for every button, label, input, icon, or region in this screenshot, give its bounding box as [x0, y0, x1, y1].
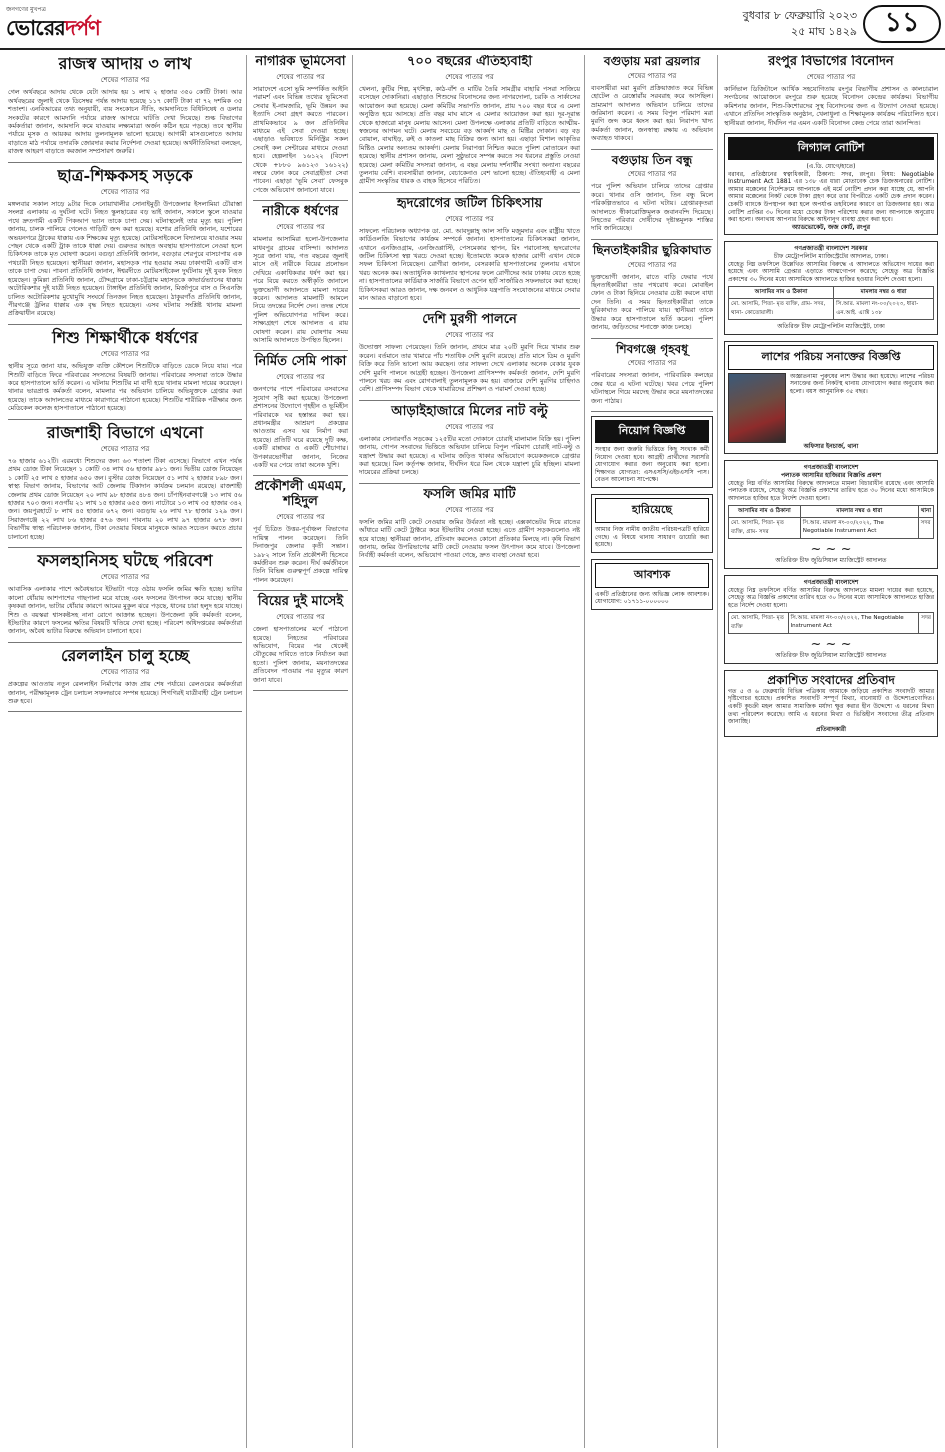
- date-bengali: ২৫ মাঘ ১৪২৯: [791, 25, 857, 38]
- page-number: ১১: [863, 5, 941, 43]
- story-continuation: শেষের পাতার পর: [100, 573, 150, 582]
- story-article[interactable]: [359, 55, 580, 186]
- story-continuation: শেষের পাতার পর: [445, 331, 494, 340]
- story-divider: [359, 483, 580, 484]
- story-headline: ছাত্র-শিক্ষকসহ সড়কে: [57, 165, 193, 185]
- story-headline: প্রকৌশলী এমএম, শহিদুল: [254, 479, 347, 510]
- table-header: থানা: [918, 506, 933, 518]
- court-notice-2-title: গণপ্রজাতন্ত্রী বাংলাদেশ: [803, 464, 859, 472]
- story-headline: বগুড়ায় তিন বন্ধু: [611, 152, 693, 167]
- story-body: পরিবারের সদস্যরা জানান, পারিবারিক কলহের জের ধরে এ ঘটনা ঘটেছে। খবর পেয়ে পুলিশ ঘটনাস্থলে গিয়ে মরদেহ উদ্ধার করে ময়নাতদন্তের জন্য পাঠায়।: [591, 371, 713, 405]
- legal-notice-body: বরাবর, প্রতিষ্ঠানের স্বত্বাধিকারী, ঠিকানা: সদর, রংপুর। বিষয়: Negotiable Instrument Act 1881 এর ১৩৮ এর ধারা মোতাবেক চেক ডিজঅনারের নোটিশ। আমার মক্কেলের নির্দেশক্রমে আপনাকে এই মর্মে নোটিশ প্রদান করা যাচ্ছে যে, আপনি আমার মক্কেলের নিকট থেকে টাকা গ্রহণ করে তার বিপরীতে একটি চেক প্রদান করেন। চেকটি ব্যাংকে উপস্থাপন করা হলে অপর্যাপ্ত তহবিলের কারণে তা ডিজঅনার হয়। অত্র নোটিশ প্রাপ্তির ৩০ দিনের মধ্যে চেকের টাকা পরিশোধ করার জন্য আপনাকে অনুরোধ করা হলো। অন্যথায় আপনার বিরুদ্ধে আইনানুগ ব্যবস্থা গ্রহণ করা হবে।: [728, 170, 934, 224]
- court-notice-2-sign: অতিরিক্ত চীফ জুডিসিয়াল ম্যাজিস্ট্রেট আদালত: [775, 557, 887, 565]
- story-headline: ছিনতাইকারীর ছুরিকাঘাত: [592, 242, 712, 257]
- story-headline: ৭০০ বছরের ঐতিহ্যবাহী: [406, 55, 533, 69]
- story-divider: [591, 338, 713, 339]
- story-continuation: শেষের পাতার পর: [276, 373, 325, 382]
- story-divider: [8, 419, 242, 420]
- court-notice-1-title: গণপ্রজাতন্ত্রী বাংলাদেশ সরকার: [794, 245, 868, 253]
- story-headline: নাগরিক ভূমিসেবা: [255, 55, 346, 69]
- logo-name-part1: ভোরের: [6, 15, 65, 40]
- court-notice-2[interactable]: [724, 460, 938, 569]
- story-divider: [253, 350, 348, 351]
- story-continuation: শেষের পাতার পর: [276, 613, 325, 622]
- logo-name: [6, 15, 114, 41]
- story-headline: শিশু শিক্ষার্থীকে ধর্ষণের: [52, 327, 198, 347]
- story-body: এলাকার সোনারগাঁও সড়কের ১২৫টির মতো দোকানে চোরাই মালামাল বিক্রি হয়। পুলিশ জানায়, গোপন সংবাদের ভিত্তিতে অভিযান চালিয়ে বিপুল পরিমাণ চোরাই নাট-বল্টু ও যন্ত্রাংশ উদ্ধার করা হয়েছে। এ ঘটনায় জড়িত থাকার অভিযোগে কয়েকজনকে গ্রেপ্তার করা হয়েছে। মিল কর্তৃপক্ষ জানায়, দীর্ঘদিন ধরে মিল থেকে যন্ত্রাংশ চুরি হচ্ছিল। মামলা দায়েরের প্রক্রিয়া চলছে।: [359, 434, 580, 477]
- story-article[interactable]: [359, 405, 580, 477]
- story-headline: ফসলহানিসহ ঘটছে পরিবেশ: [37, 551, 213, 570]
- story-continuation: শেষের পাতার পর: [100, 668, 150, 677]
- court-notice-1-table: [728, 286, 934, 320]
- story-headline: নির্মিত সেমি পাকা: [254, 354, 347, 370]
- court-notice-3-sign: অতিরিক্ত চীফ জুডিসিয়াল ম্যাজিস্ট্রেট আদালত: [775, 652, 887, 660]
- rebuttal-sign: প্রতিবাদকারী: [816, 725, 846, 733]
- story-continuation: শেষের পাতার পর: [627, 170, 677, 179]
- story-divider: [359, 400, 580, 401]
- signature-image: ~ ~ ~: [810, 637, 852, 653]
- column-3: [355, 55, 585, 1448]
- wanted-ad-body: একটি প্রতিষ্ঠানের জন্য অভিজ্ঞ লোক আবশ্যক। যোগাযোগ: ০১৭১১-০০০০০০: [595, 590, 709, 606]
- deceased-photo: [728, 373, 786, 443]
- wanted-ad-title: আবশ্যক: [595, 563, 709, 588]
- story-headline: বিয়ের দুই মাসেই: [257, 594, 344, 610]
- story-article[interactable]: [591, 343, 713, 405]
- story-article[interactable]: [253, 595, 348, 684]
- story-article[interactable]: [8, 329, 242, 413]
- table-header: আসামির নাম ও ঠিকানা: [729, 287, 834, 299]
- story-divider: [359, 308, 580, 309]
- story-article[interactable]: [359, 313, 580, 393]
- story-headline: রাজশাহী বিভাগে এখনো: [46, 422, 204, 442]
- lost-ad[interactable]: [591, 494, 713, 553]
- legal-notice-title: লিগ্যাল নোটিশ: [728, 137, 934, 160]
- story-divider: [253, 200, 348, 201]
- story-continuation: শেষের পাতার পর: [445, 505, 494, 514]
- story-continuation: শেষের পাতার পর: [100, 188, 150, 197]
- table-cell: সি.আর. মামলা নং-০০/২০২২, The Negotiable Instrument Act: [800, 518, 918, 539]
- story-continuation: শেষের পাতার পর: [806, 72, 856, 81]
- story-body: খেলনা, কুটির শিল্প, মৃৎশিল্প, কাঠ-বাঁশ ও মাটির তৈরি সামগ্রীর বাহারি পসরা সাজিয়ে বসেছেন দোকানিরা। এছাড়াও শিশুদের বিনোদনের জন্য নাগরদোলা, চরকি ও সার্কাসের আয়োজন করা হয়েছে। মেলা কমিটির সভাপতি জানান, প্রায় ৭০০ বছর ধরে এ মেলা অনুষ্ঠিত হয়ে আসছে। প্রতি বছর মাঘ মাসে এ মেলার আয়োজন করা হয়। দূর-দূরান্ত থেকে হাজারো মানুষ মেলায় আসেন। মেলা উপলক্ষে এলাকার প্রতিটি বাড়িতে আত্মীয়-স্বজনের আগমন ঘটে। মেলায় সবচেয়ে বড় আকর্ষণ মাছ ও মিষ্টির দোকান। বড় বড় বোয়াল, বাঘাইড়, রুই ও কাতলা মাছ বিক্রির জন্য আনা হয়। এছাড়া বিশাল আকৃতির মিষ্টিও মেলার অন্যতম আকর্ষণ। মেলায় নিরাপত্তা নিশ্চিত করতে পুলিশ মোতায়েন করা হয়েছে। স্থানীয় প্রশাসন জানায়, মেলা সুষ্ঠুভাবে সম্পন্ন করতে সব ধরনের প্রস্তুতি নেওয়া হয়েছে। মেলা কমিটির সদস্যরা জানান, এ বছর মেলায় দর্শনার্থীর সংখ্যা অন্যান্য বছরের তুলনায় বেশি। ব্যবসায়ীরা জানান, বেচাকেনাও বেশ ভালো হচ্ছে। ঐতিহ্যবাহী এ মেলা গ্রামীণ সংস্কৃতির ধারক ও বাহক হিসেবে পরিচিত।: [359, 84, 580, 186]
- story-body: স্থানীয় সূত্রে জানা যায়, অভিযুক্ত ব্যক্তি কৌশলে শিশুটিকে বাড়িতে ডেকে নিয়ে যায়। পরে শিশুটি বাড়িতে ফিরে পরিবারের সদস্যদের বিষয়টি জানায়। পরিবারের সদস্যরা তাকে উদ্ধার করে হাসপাতালে ভর্তি করেন। এ ঘটনায় শিশুটির মা বাদী হয়ে থানায় মামলা দায়ের করেছেন। থানার ভারপ্রাপ্ত কর্মকর্তা বলেন, মামলার পর অভিযান চালিয়ে অভিযুক্তকে গ্রেপ্তার করা হয়েছে। তাকে আদালতের মাধ্যমে কারাগারে পাঠানো হয়েছে। শিশুটির শারীরিক পরীক্ষার জন্য মেডিকেল কলেজ হাসপাতালে পাঠানো হয়েছে।: [8, 362, 242, 413]
- column-2: [249, 55, 353, 1448]
- story-continuation: শেষের পাতার পর: [445, 422, 494, 431]
- rebuttal-title: প্রকাশিত সংবাদের প্রতিবাদ: [767, 673, 895, 687]
- rebuttal-body: গত ৫ ও ৬ ফেব্রুয়ারি বিভিন্ন পত্রিকায় আমাকে জড়িয়ে প্রকাশিত সংবাদটি আমার দৃষ্টিগোচর হয়েছে। প্রকাশিত সংবাদটি সম্পূর্ণ মিথ্যা, বানোয়াট ও উদ্দেশ্যপ্রণোদিত। একটি কুচক্রী মহল আমার সামাজিক মর্যাদা ক্ষুণ্ণ করার হীন উদ্দেশ্যে এ ধরনের মিথ্যা তথ্য পরিবেশন করেছে। আমি এ ধরনের মিথ্যা ও ভিত্তিহীন সংবাদের তীব্র প্রতিবাদ জানাচ্ছি।: [728, 687, 934, 726]
- court-notice-1-sign: অতিরিক্ত চীফ মেট্রোপলিটন ম্যাজিস্ট্রেট, ঢাকা: [777, 323, 885, 331]
- story-body: ফসলি জমির মাটি কেটে নেওয়ায় জমির উর্বরতা নষ্ট হচ্ছে। এক্সকাভেটর দিয়ে রাতের আঁধারে মাটি কেটে ট্রাক্টরে করে ইটভাটায় নেওয়া হচ্ছে। এতে গ্রামীণ সড়কগুলোও নষ্ট হয়ে যাচ্ছে। স্থানীয়রা জানান, প্রতিবাদ করলেও কোনো প্রতিকার মিলছে না। কৃষি বিভাগ জানায়, জমির উপরিভাগের মাটি কেটে নেওয়ায় ফসল উৎপাদন কমে যাবে। উপজেলা নির্বাহী কর্মকর্তা বলেন, অভিযোগ পাওয়া গেছে, দ্রুত ব্যবস্থা নেওয়া হবে।: [359, 517, 580, 560]
- table-header: মামলার নম্বর ও ধারা: [800, 506, 918, 518]
- story-body: মঙ্গলবার সকাল সাড়ে ৯টার দিকে নোয়াখালীর সোনাইমুড়ী উপজেলার ইসলামিয়া চৌরাস্তা সংলগ্ন এলাকায় এ দুর্ঘটনা ঘটে। নিহত স্কুলছাত্রের বড় ভাই জানান, সকালে স্কুলে যাওয়ার পথে দ্রুতগামী একটি পিকআপ ভ্যান তাকে চাপা দেয়। ঘটনাস্থলেই তার মৃত্যু হয়। পুলিশ জানায়, চালক পালিয়ে গেলেও গাড়িটি জব্দ করা হয়েছে। যশোর প্রতিনিধি জানান, যশোরের অভয়নগরে ট্রাকের ধাক্কায় এক শিক্ষকের মৃত্যু হয়েছে। মোটরসাইকেলে বিদ্যালয়ে যাওয়ার সময় পেছন থেকে একটি ট্রাক তাকে ধাক্কা দেয়। গুরুতর আহত অবস্থায় হাসপাতালে নেওয়া হলে চিকিৎসক তাকে মৃত ঘোষণা করেন। বগুড়া প্রতিনিধি জানান, বগুড়ার শেরপুরে বাসচাপায় এক পথচারী নিহত হয়েছেন। স্থানীয়রা জানান, মহাসড়ক পার হওয়ার সময় ঢাকাগামী একটি বাস তাকে চাপা দেয়। পাবনা প্রতিনিধি জানান, ঈশ্বরদীতে মোটরসাইকেল দুর্ঘটনায় দুই যুবক নিহত হয়েছেন। কুমিল্লা প্রতিনিধি জানান, চৌদ্দগ্রামে ঢাকা-চট্টগ্রাম মহাসড়কে কাভার্ডভ্যানের ধাক্কায় অটোরিকশার দুই যাত্রী নিহত হয়েছেন। টাঙ্গাইল প্রতিনিধি জানান, মির্জাপুরে বাস ও সিএনজি চালিত অটোরিকশার মুখোমুখি সংঘর্ষে তিনজন নিহত হয়েছেন। ঠাকুরগাঁও প্রতিনিধি জানান, পীরগঞ্জে ট্রলির ধাক্কায় এক বৃদ্ধ নিহত হয়েছেন। এসব ঘটনায় সংশ্লিষ্ট থানায় মামলা প্রক্রিয়াধীন রয়েছে।: [8, 200, 242, 318]
- story-headline: শিবগঞ্জে গৃহবধূ: [616, 341, 688, 356]
- body-identification-notice[interactable]: [724, 341, 938, 455]
- story-body: জনগণের পাশে পরিবারের বসবাসের সুযোগ সৃষ্টি করা হয়েছে। উপজেলা প্রশাসনের উদ্যোগে গৃহহীন ও ভূমিহীন পরিবারকে ঘর হস্তান্তর করা হয়। প্রধানমন্ত্রীর আশ্রয়ণ প্রকল্পের আওতায় এসব ঘর নির্মাণ করা হয়েছে। প্রতিটি ঘরে রয়েছে দুটি কক্ষ, একটি রান্নাঘর ও একটি শৌচাগার। উপকারভোগীরা জানান, নিজের একটি ঘর পেয়ে তারা অনেক খুশি।: [253, 385, 348, 470]
- story-article[interactable]: [8, 167, 242, 318]
- wanted-ad[interactable]: [591, 559, 713, 610]
- story-divider: [591, 149, 713, 150]
- legal-notice-sub: (এ.ডি. যোগে/হাতে): [806, 162, 856, 170]
- story-divider: [253, 590, 348, 591]
- story-body: পরে পুলিশ অভিযান চালিয়ে তাদের গ্রেপ্তার করে। থানার ওসি জানান, তিন বন্ধু মিলে পরিকল্পিতভাবে এ ঘটনা ঘটায়। গ্রেপ্তারকৃতরা আদালতে স্বীকারোক্তিমূলক জবানবন্দি দিয়েছে। নিহতের পরিবার দোষীদের দৃষ্টান্তমূলক শাস্তির দাবি জানিয়েছে।: [591, 182, 713, 233]
- story-body: জেলা হাসপাতালের মর্গে পাঠানো হয়েছে। নিহতের পরিবারের অভিযোগ, বিয়ের পর থেকেই যৌতুকের দাবিতে তাকে নির্যাতন করা হতো। পুলিশ জানায়, ময়নাতদন্তের প্রতিবেদন পাওয়ার পর মৃত্যুর কারণ জানা যাবে।: [253, 625, 348, 684]
- story-continuation: শেষের পাতার পর: [276, 72, 325, 81]
- column-5: [720, 55, 942, 1448]
- table-cell: সি.আর. মামলা নং-০০/২০২৩, ধারা-এন.আই. এ্যাক্ট ১৩৮: [834, 299, 934, 320]
- table-row: [729, 299, 934, 320]
- story-continuation: শেষের পাতার পর: [100, 76, 150, 85]
- story-body: পূর্ব চিত্রিত উত্তর-পূর্বাঞ্চল বিভাগের দায়িত্ব পালন করেছেন। তিনি দিনাজপুর জেলার কৃতী সন্তান। ১৯৮২ সালে তিনি প্রকৌশলী হিসেবে কর্মজীবন শুরু করেন। দীর্ঘ কর্মজীবনে তিনি বিভিন্ন গুরুত্বপূর্ণ প্রকল্পে দায়িত্ব পালন করেছেন।: [253, 525, 348, 584]
- story-continuation: শেষের পাতার পর: [100, 350, 150, 359]
- table-cell: সদর: [919, 613, 934, 634]
- story-body: কার্নিভাল ডিজিটালে আর্থিক সহযোগিতায় রংপুর বিভাগীয় প্রশাসন ও কালচারাল সংগঠনের আয়োজনে রংপুরে শুরু হয়েছে বিনোদন কেন্দ্রের কার্যক্রম। বিভাগীয় কমিশনার জানান, শিশু-কিশোরদের সুস্থ বিনোদনের জন্য এ উদ্যোগ নেওয়া হয়েছে। এখানে প্রতিদিন সাংস্কৃতিক অনুষ্ঠান, খেলাধুলা ও শিক্ষামূলক কার্যক্রম পরিচালিত হবে। স্থানীয়রা জানান, দীর্ঘদিন পর এমন একটি বিনোদন কেন্দ্র পেয়ে তারা আনন্দিত।: [724, 84, 938, 127]
- newspaper-logo[interactable]: [6, 4, 114, 44]
- story-article[interactable]: [253, 55, 348, 194]
- story-article[interactable]: [591, 55, 713, 143]
- column-4: [587, 55, 718, 1448]
- court-notice-1-sub: চীফ মেট্রোপলিটন ম্যাজিস্ট্রেটের আদালত, ঢাকা।: [773, 252, 889, 260]
- story-continuation: শেষের পাতার পর: [627, 71, 677, 80]
- story-article[interactable]: [253, 480, 348, 584]
- story-body: ৭৬ হাজার ৬১২টি। এরমধ্যে শিশুদের জন্য ৬৩ শতাংশ টিকা এসেছে। বিভাগে এখন পর্যন্ত প্রথম ডোজ টিকা নিয়েছেন ১ কোটি ৩৪ লাখ ৫৬ হাজার ৯৮১ জন। দ্বিতীয় ডোজ নিয়েছেন ১ কোটি ২৫ লাখ ৫ হাজার ৬৫০ জন। বুস্টার ডোজ নিয়েছেন ৫১ লাখ ২ হাজার ৮৯৮ জন। স্বাস্থ্য বিভাগ জানায়, বিভাগের আট জেলায় টিকাদান কার্যক্রম চলমান রয়েছে। রাজশাহী জেলায় প্রথম ডোজ নিয়েছেন ২০ লাখ ৯৮ হাজার ৪৮৪ জন। চাঁপাইনবাবগঞ্জে ১৩ লাখ ৫৬ হাজার ৭০৩ জন। নওগাঁয় ২১ লাখ ১৫ হাজার ৬৫৫ জন। নাটোরে ১৩ লাখ ৩৫ হাজার ৩৪২ জন। জয়পুরহাটে ৮ লাখ ৪৫ হাজার ৬৭২ জন। বগুড়ায় ২৬ লাখ ৭৮ হাজার ১২৯ জন। সিরাজগঞ্জে ২২ লাখ ৮৬ হাজার ৫৭৬ জন। পাবনায় ২০ লাখ ৯৭ হাজার ৬৭৮ জন। বিভাগীয় স্বাস্থ্য পরিচালক জানান, টিকা নেওয়ার বিষয়ে মানুষকে আরও সচেতন করতে প্রচার চালানো হচ্ছে।: [8, 456, 242, 541]
- story-continuation: শেষের পাতার পর: [276, 513, 325, 522]
- story-body: প্রকল্পের আওতায় নতুন রেললাইন নির্মাণের কাজ প্রায় শেষ পর্যায়ে। রেলওয়ের কর্মকর্তারা জানান, পরীক্ষামূলক ট্রেন চলাচল সফলভাবে সম্পন্ন হয়েছে। শিগগিরই যাত্রীবাহী ট্রেন চলাচল শুরু হবে।: [8, 680, 242, 706]
- story-continuation: শেষের পাতার পর: [445, 72, 494, 81]
- column-1: [4, 55, 247, 1448]
- story-divider: [8, 547, 242, 548]
- story-body: উদ্যোক্তা সাফল্য পেয়েছেন। তিনি জানান, প্রথমে মাত্র ২০টি মুরগি দিয়ে খামার শুরু করেন। বর্তমানে তার খামারে পাঁচ শতাধিক দেশি মুরগি রয়েছে। প্রতি মাসে ডিম ও মুরগি বিক্রি করে তিনি ভালো আয় করছেন। তার সাফল্য দেখে এলাকার অনেক বেকার যুবক দেশি মুরগি পালনে আগ্রহী হচ্ছেন। উপজেলা প্রাণিসম্পদ কর্মকর্তা জানান, দেশি মুরগি পালনে খরচ কম এবং রোগবালাই তুলনামূলক কম হয়। বাজারে দেশি মুরগির চাহিদাও বেশি। প্রাণিসম্পদ বিভাগ থেকে খামারিদের প্রশিক্ষণ ও পরামর্শ দেওয়া হচ্ছে।: [359, 343, 580, 394]
- story-divider: [359, 566, 580, 567]
- story-article[interactable]: [8, 552, 242, 636]
- story-article[interactable]: [8, 424, 242, 541]
- jobs-ad-body: সংস্থার জন্য জরুরি ভিত্তিতে কিছু সংখ্যক কর্মী নিয়োগ দেওয়া হবে। আগ্রহী প্রার্থীদের সরাসরি যোগাযোগ করার জন্য অনুরোধ করা হলো। শিক্ষাগত যোগ্যতা: এসএসসি/এইচএসসি পাস। বেতন আলোচনা সাপেক্ষে।: [595, 445, 709, 484]
- jobs-ad[interactable]: [591, 416, 713, 488]
- story-headline: আড়াইহাজারে মিলের নাট বল্টু: [391, 403, 548, 419]
- rebuttal-notice[interactable]: [724, 670, 938, 737]
- story-headline: নারীকে ধর্ষণের: [262, 204, 339, 220]
- court-notice-1-body: যেহেতু নিম্ন তফসিলে উল্লেখিত আসামির বিরুদ্ধে এ আদালতে অভিযোগ দায়ের করা হয়েছে এবং আসামি গ্রেপ্তার এড়াতে আত্মগোপন করেছে; সেহেতু অত্র বিজ্ঞপ্তি প্রকাশের ৩০ দিনের মধ্যে আসামিকে আদালতে হাজির হওয়ার নির্দেশ দেওয়া হলো।: [728, 260, 934, 283]
- story-continuation: শেষের পাতার পর: [445, 214, 494, 223]
- court-notice-2-table: [728, 505, 934, 539]
- story-headline: রেললাইন চালু হচ্ছে: [61, 645, 189, 665]
- story-rangpur-entertainment[interactable]: [724, 55, 938, 127]
- story-continuation: শেষের পাতার পর: [627, 260, 677, 269]
- story-headline: বগুড়ায় মরা ব্রয়লার: [603, 55, 701, 68]
- court-notice-2-body: যেহেতু নিম্ন বর্ণিত আসামির বিরুদ্ধে আদালতে মামলা বিচারাধীন রয়েছে এবং আসামি পলাতক রয়েছে, সেহেতু অত্র বিজ্ঞপ্তি প্রকাশের তারিখ হতে ৩০ দিনের মধ্যে আসামিকে আদালতে হাজির হতে নির্দেশ দেওয়া হলো।: [728, 479, 934, 502]
- story-continuation: শেষের পাতার পর: [276, 223, 325, 232]
- story-article[interactable]: [359, 488, 580, 560]
- table-cell: মো. আসামি, পিতা- মৃত ব্যক্তি, গ্রাম- সদর, থানা- কোতোয়ালী।: [729, 299, 834, 320]
- story-divider: [591, 239, 713, 240]
- story-continuation: শেষের পাতার পর: [627, 359, 677, 368]
- story-body: সারাদেশে এসো ভূমি সম্পর্কিত আইনি পরামর্শ এবং বিভিন্ন তথ্যের ভূমিসেবা সেবার ই-নামজারি, ভূমি উন্নয়ন কর ইত্যাদি সেবা গ্রহণ করতে পারবেন। প্রাথমিকভাবে ৯ জন প্রতিনিধির মাধ্যমে এই সেবা দেওয়া হচ্ছে। এছাড়াও ভবিষ্যতে মিনিস্ট্রির সকল সেবাই কল সেন্টারের মাধ্যমে দেওয়া হবে। হেল্পলাইন ১৬১২২ (বিদেশ থেকে +৮৮০ ৯৬১২৩ ১৬১২২) নম্বরে ফোন করে সেবাগ্রহীতা সেবা পাবেন। এছাড়া ‘ভূমি সেবা’ ফেসবুক পেজে অভিযোগ জানানো যাবে।: [253, 84, 348, 194]
- table-cell: সদর: [918, 518, 933, 539]
- logo-tagline: জনগণের মুখপত্র: [6, 6, 46, 13]
- story-body: মামলার আসামিরা হলো-উপজেলার মাধবপুর গ্রামের বাসিন্দা। আদালত সূত্রে জানা যায়, গত বছরের জুলাই মাসে ওই নারীকে বিয়ের প্রলোভন দেখিয়ে একাধিকবার ধর্ষণ করা হয়। পরে বিয়ে করতে অস্বীকৃতি জানালে ভুক্তভোগী আদালতে মামলা দায়ের করেন। আদালত মামলাটি আমলে নিয়ে তদন্তের নির্দেশ দেন। তদন্ত শেষে পুলিশ অভিযোগপত্র দাখিল করে। সাক্ষ্যগ্রহণ শেষে আদালত এ রায় ঘোষণা করেন। রায় ঘোষণার সময় আসামি আদালতে উপস্থিত ছিলেন।: [253, 235, 348, 345]
- date-gregorian: বুধবার ৮ ফেব্রুয়ারি ২০২৩: [742, 9, 857, 22]
- story-divider: [253, 475, 348, 476]
- jobs-ad-title: নিয়োগ বিজ্ঞপ্তি: [595, 420, 709, 443]
- signature-image: ~ ~ ~: [810, 542, 852, 558]
- table-header: আসামির নাম ও ঠিকানা: [729, 506, 801, 518]
- court-notice-2-sub: পলাতক আসামির হাজিরার বিজ্ঞপ্তি প্রকাশ: [780, 472, 882, 480]
- table-row: [729, 518, 934, 539]
- story-headline: রাজস্ব আদায় ৩ লাখ: [58, 55, 192, 73]
- story-article[interactable]: [591, 244, 713, 332]
- story-article[interactable]: [253, 205, 348, 344]
- story-body: গেল অর্থবছরে আদায় থেকে যেটা আদায় হয় ১ লাখ ২ হাজার ৩৫০ কোটি টাকা। আর অর্থবছরের জুলাই থেকে ডিসেম্বর পর্যন্ত আদায় হয়েছে ১১৭ কোটি টাকা বা ৭২ দশমিক ৩৫ শতাংশ। এনবিআরের তথ্য অনুযায়ী, ব্যয় সংকোচন নীতি, আমদানিতে বিধিনিষেধ ও ডলার সংকটের কারণে আমদানি পর্যায়ে রাজস্ব আদায়ে ঘাটতি দেখা দিয়েছে। শুল্ক বিভাগের কর্মকর্তারা জানান, আমদানি কমে যাওয়ায় লক্ষ্যমাত্রা অর্জন কঠিন হয়ে পড়ছে। তবে স্থানীয় পর্যায়ে মূসক ও আয়কর আদায় তুলনামূলক ভালো হয়েছে। আগামী মাসগুলোতে আদায় বাড়াতে মাঠ পর্যায়ে তদারকি জোরদার করার নির্দেশনা দেওয়া হয়েছে। অর্থনীতিবিদরা বলছেন, রাজস্ব আহরণ বাড়াতে করজাল সম্প্রসারণ জরুরি।: [8, 88, 242, 156]
- logo-name-part2: দর্পণ: [64, 15, 100, 40]
- legal-notice-sign: অ্যাডভোকেট, জজ কোর্ট, রংপুর: [791, 223, 871, 231]
- story-divider: [253, 690, 348, 691]
- court-notice-1[interactable]: [724, 241, 938, 335]
- story-article[interactable]: [253, 355, 348, 469]
- story-headline: হৃদরোগের জটিল চিকিৎসায়: [396, 195, 543, 211]
- story-divider: [8, 642, 242, 643]
- story-headline: দেশি মুরগী পালনে: [422, 312, 517, 328]
- body-id-sign: অফিসার ইনচার্জ, থানা: [803, 442, 859, 450]
- table-cell: মো. আসামি, পিতা- মৃত ব্যক্তি, গ্রাম- সদর: [729, 518, 801, 539]
- story-article[interactable]: [359, 197, 580, 303]
- court-notice-3-title: গণপ্রজাতন্ত্রী বাংলাদেশ: [803, 579, 859, 587]
- court-notice-3-body: যেহেতু নিম্ন তফসিলে বর্ণিত আসামির বিরুদ্ধে আদালতে মামলা দায়ের করা হয়েছে, সেহেতু অত্র বিজ্ঞপ্তি প্রকাশের তারিখ হতে ৩০ দিনের মধ্যে আসামিকে আদালতে হাজির হতে নির্দেশ দেওয়া হলো।: [728, 586, 934, 609]
- story-headline: ফসলি জমির মাটি: [423, 486, 516, 502]
- body-id-title: লাশের পরিচয় সনাক্তের বিজ্ঞপ্তি: [728, 345, 934, 370]
- story-divider: [591, 411, 713, 412]
- table-cell: মো. আসামি, পিতা- মৃত ব্যক্তি: [729, 613, 789, 634]
- lost-ad-body: আমার নিজ নামীয় জাতীয় পরিচয়পত্রটি হারিয়ে গেছে। এ বিষয়ে থানায় সাধারণ ডায়েরি করা হয়েছে।: [595, 525, 709, 549]
- story-article[interactable]: [8, 55, 242, 156]
- story-article[interactable]: [8, 647, 242, 706]
- story-divider: [359, 192, 580, 193]
- story-continuation: শেষের পাতার পর: [100, 444, 150, 453]
- table-row: [729, 613, 934, 634]
- story-body: আবাসিক এলাকার পাশে অবৈধভাবে ইটভাটা গড়ে ওঠায় ফসলি জমির ক্ষতি হচ্ছে। ভাটার কালো ধোঁয়ায় আশপাশের গাছপালা মরে যাচ্ছে এবং ফসলের উৎপাদন কমে যাচ্ছে। স্থানীয় কৃষকরা জানান, ভাটার ধোঁয়ার কারণে আমের মুকুল ঝরে পড়ছে, ধানের চারা হলুদ হয়ে যাচ্ছে। শিশু ও বয়স্করা শ্বাসকষ্টসহ নানা রোগে আক্রান্ত হচ্ছেন। উপজেলা কৃষি কর্মকর্তা বলেন, ইটভাটার কারণে ফসলের ক্ষতির বিষয়টি খতিয়ে দেখা হচ্ছে। পরিবেশ অধিদপ্তরের কর্মকর্তারা জানান, অবৈধ ভাটার বিরুদ্ধে অভিযান চালানো হবে।: [8, 585, 242, 636]
- lost-ad-title: হারিয়েছে: [595, 498, 709, 523]
- story-body: ব্যবসায়ীরা মরা মুরগি প্রক্রিয়াজাত করে বিভিন্ন হোটেল ও রেস্তোরাঁয় সরবরাহ করে আসছিল। ভ্রাম্যমাণ আদালত অভিযান চালিয়ে তাদের জরিমানা করেন। এ সময় বিপুল পরিমাণ মরা মুরগি জব্দ করে ধ্বংস করা হয়। নিরাপদ খাদ্য কর্মকর্তা জানান, জনস্বাস্থ্য রক্ষায় এ অভিযান অব্যাহত থাকবে।: [591, 83, 713, 143]
- story-article[interactable]: [591, 154, 713, 233]
- table-header: মামলার নম্বর ও ধারা: [834, 287, 934, 299]
- legal-notice[interactable]: [724, 133, 938, 235]
- body-id-body: অজ্ঞাতনামা পুরুষের লাশ উদ্ধার করা হয়েছে। লাশের পরিচয় সনাক্তের জন্য নিকটস্থ থানায় যোগাযোগ করার অনুরোধ করা হলো। বয়স আনুমানিক ৩৫ বছর।: [790, 372, 934, 396]
- story-divider: [8, 711, 242, 712]
- story-headline: রংপুর বিভাগের বিনোদন: [768, 55, 894, 69]
- story-body: সাফল্যে পরিচালক অধ্যাপক ডা. মো. আবদুল্লাহ্ আল সাফি মজুমদার এবং রাষ্ট্রীয় খাতে কার্ডিওলজি বিভাগের কার্যক্রম সম্পর্কে জানান। হাসপাতালের চিকিৎসকরা জানান, এখানে এনজিওগ্রাম, এনজিওপ্লাস্টি, পেসমেকার স্থাপন, রিং পরানোসহ হৃদরোগের জটিল চিকিৎসা স্বল্প খরচে দেওয়া হচ্ছে। ইতোমধ্যে কয়েক হাজার রোগী এখান থেকে সফল চিকিৎসা নিয়েছেন। রোগীরা জানান, বেসরকারি হাসপাতালের তুলনায় এখানে খরচ অনেক কম। অত্যাধুনিক ক্যাথল্যাব স্থাপনের ফলে রোগীদের আর ঢাকায় যেতে হচ্ছে না। হাসপাতালের কার্ডিয়াক সার্জারি বিভাগে ওপেন হার্ট সার্জারিও সফলভাবে করা হচ্ছে। চিকিৎসকরা আরও জানান, দক্ষ জনবল ও আধুনিক যন্ত্রপাতি সংযোজনের মাধ্যমে সেবার মান আরও বাড়ানো হবে।: [359, 226, 580, 302]
- masthead: [0, 0, 945, 50]
- story-divider: [8, 324, 242, 325]
- table-cell: সি.আর. মামলা নং-০০/২০২২, The Negotiable Instrument Act: [788, 613, 919, 634]
- story-divider: [8, 162, 242, 163]
- court-notice-3[interactable]: [724, 575, 938, 664]
- court-notice-3-table: [728, 612, 934, 634]
- story-body: ভুক্তভোগী জানান, রাতে বাড়ি ফেরার পথে ছিনতাইকারীরা তার পথরোধ করে। মোবাইল ফোন ও টাকা ছিনিয়ে নেওয়ার চেষ্টা করলে বাধা দেন তিনি। এ সময় ছিনতাইকারীরা তাকে ছুরিকাঘাত করে পালিয়ে যায়। স্থানীয়রা তাকে উদ্ধার করে হাসপাতালে ভর্তি করেন। পুলিশ জানায়, জড়িতদের শনাক্তে কাজ চলছে।: [591, 272, 713, 332]
- issue-date: [743, 8, 857, 40]
